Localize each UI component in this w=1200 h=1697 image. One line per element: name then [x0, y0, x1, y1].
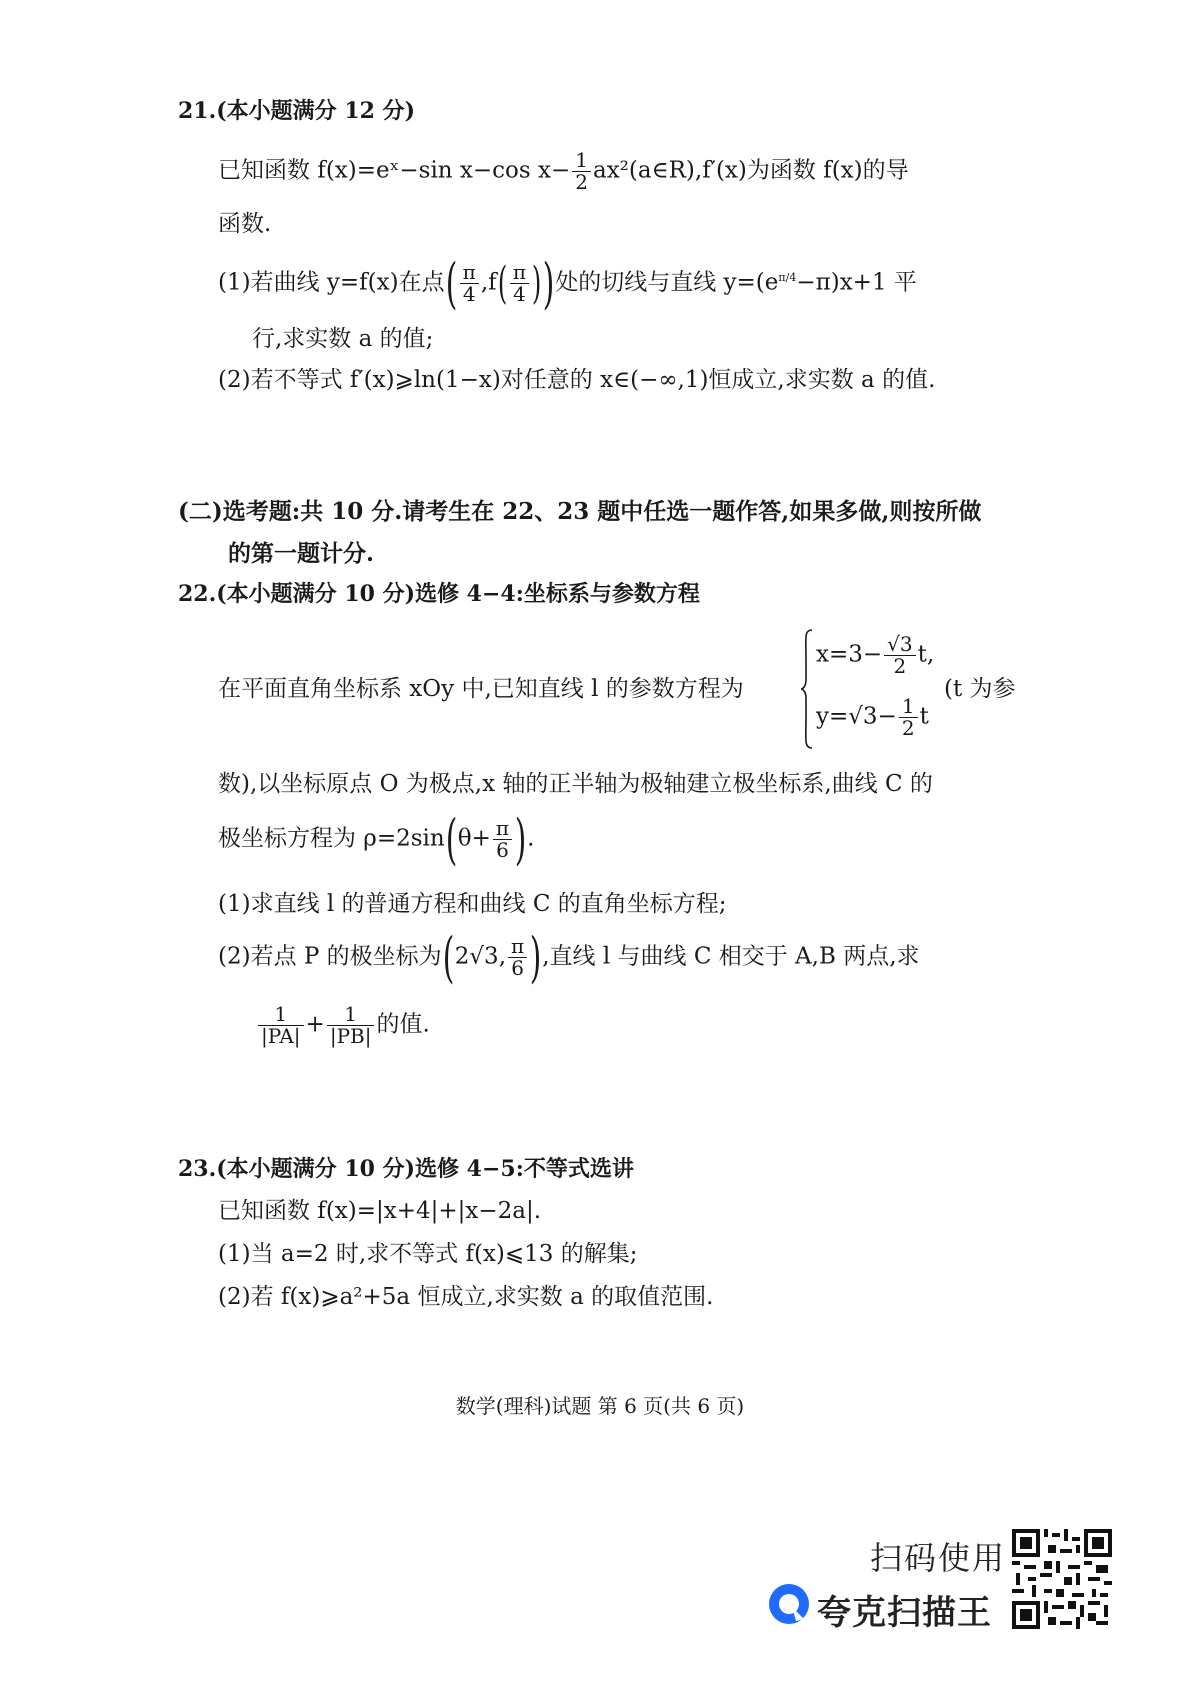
page-footer: 数学(理科)试题 第 6 页(共 6 页): [455, 1394, 745, 1418]
one-over-PA-fraction: $\frac{1}{|PA|}$: [258, 1004, 304, 1047]
q23-part2: (2)若 f(x)⩾a²+5a 恒成立,求实数 a 的取值范围.: [218, 1284, 714, 1310]
left-paren: (: [445, 252, 457, 315]
q22-text: 极坐标方程为 ρ=2sin: [218, 825, 445, 852]
q21-heading: 21.(本小题满分 12 分): [178, 98, 416, 124]
q21-part1-text: (1)若曲线 y=f(x)在点: [218, 269, 445, 296]
pi-over-4-fraction: $\frac{\pi}{4}$: [460, 262, 479, 305]
q22-heading: 22.(本小题满分 10 分)选修 4−4:坐标系与参数方程: [178, 581, 700, 607]
q21-text: ax²(a∈R),f′(x)为函数 f(x)的导: [593, 157, 909, 184]
left-brace-icon: [800, 628, 814, 750]
right-paren: ): [529, 926, 542, 989]
q23-part1: (1)当 a=2 时,求不等式 f(x)⩽13 的解集;: [218, 1241, 638, 1267]
qr-code-icon[interactable]: [1012, 1529, 1112, 1629]
q23-heading: 23.(本小题满分 10 分)选修 4−5:不等式选讲: [178, 1156, 634, 1182]
q22-statement-line1: 在平面直角坐标系 xOy 中,已知直线 l 的参数方程为: [218, 676, 744, 702]
one-over-PB-fraction: $\frac{1}{|PB|}$: [327, 1004, 375, 1047]
left-paren: (: [497, 258, 507, 309]
section2-instructions-line1: (二)选考题:共 10 分.请考生在 22、23 题中任选一题作答,如果多做,则按所做: [178, 498, 982, 525]
q21-part1-text: ,f: [480, 269, 497, 296]
q21-statement-line1: [218, 150, 909, 193]
section2-instructions-line2: 的第一题计分.: [228, 540, 375, 567]
pi-over-4-fraction: $\frac{\pi}{4}$: [510, 262, 529, 305]
parametric-equation-system: [800, 628, 940, 750]
right-paren: ): [531, 258, 542, 309]
q22-statement-line3: 极坐标方程为 ρ=2sin(θ+ $\frac{\pi}{6}$ ).: [218, 808, 535, 871]
left-paren: (: [445, 808, 458, 871]
right-paren: ): [514, 808, 527, 871]
q21-part1-text: 处的切线与直线 y=(e: [555, 269, 779, 296]
scanner-watermark: [760, 1525, 1160, 1635]
q22-statement-tail: (t 为参: [944, 676, 1016, 702]
q21-statement-line2: 函数.: [218, 211, 272, 237]
quark-logo-icon: [768, 1583, 810, 1625]
pi-over-6-fraction: $\frac{\pi}{6}$: [508, 936, 527, 979]
q22-part2-text: ,直线 l 与曲线 C 相交于 A,B 两点,求: [542, 943, 920, 970]
system-x-equation: x=3− $\frac{√3}{2}$ t,: [816, 632, 935, 678]
q22-part2-line1: (2)若点 P 的极坐标为(2√3, $\frac{\pi}{6}$ ),直线 l 与曲线 C 相交于 A,B 两点,求: [218, 926, 920, 989]
q23-statement: 已知函数 f(x)=|x+4|+|x−2a|.: [218, 1198, 542, 1224]
left-paren: (: [442, 926, 455, 989]
brand-name: 夸克扫描王: [817, 1593, 992, 1633]
right-paren: ): [542, 252, 555, 315]
pi-over-6-fraction: $\frac{\pi}{6}$: [493, 818, 512, 861]
q21-part1-text: −π)x+1 平: [796, 269, 917, 296]
q22-part1: (1)求直线 l 的普通方程和曲线 C 的直角坐标方程;: [218, 891, 727, 917]
q21-part2: (2)若不等式 f′(x)⩾ln(1−x)对任意的 x∈(−∞,1)恒成立,求实数 a 的值.: [218, 367, 936, 393]
exponent: π/4: [778, 270, 797, 284]
q22-part2-text: (2)若点 P 的极坐标为: [218, 943, 442, 970]
q22-part2-line2: $\frac{1}{|PA|}$ + $\frac{1}{|PB|}$ 的值.: [256, 1004, 430, 1047]
q21-text: 已知函数 f(x)=eˣ−sin x−cos x−: [218, 157, 571, 184]
q21-part1-line1: [218, 252, 917, 315]
q22-statement-line2: 数),以坐标原点 O 为极点,x 轴的正半轴为极轴建立极坐标系,曲线 C 的: [218, 771, 933, 797]
scan-to-use-label: 扫码使用: [870, 1539, 1007, 1577]
q21-part1-line2: 行,求实数 a 的值;: [252, 326, 434, 352]
system-y-equation: y=√3− $\frac{1}{2}$ t: [816, 694, 929, 740]
half-fraction: $\frac{1}{2}$: [572, 150, 591, 193]
